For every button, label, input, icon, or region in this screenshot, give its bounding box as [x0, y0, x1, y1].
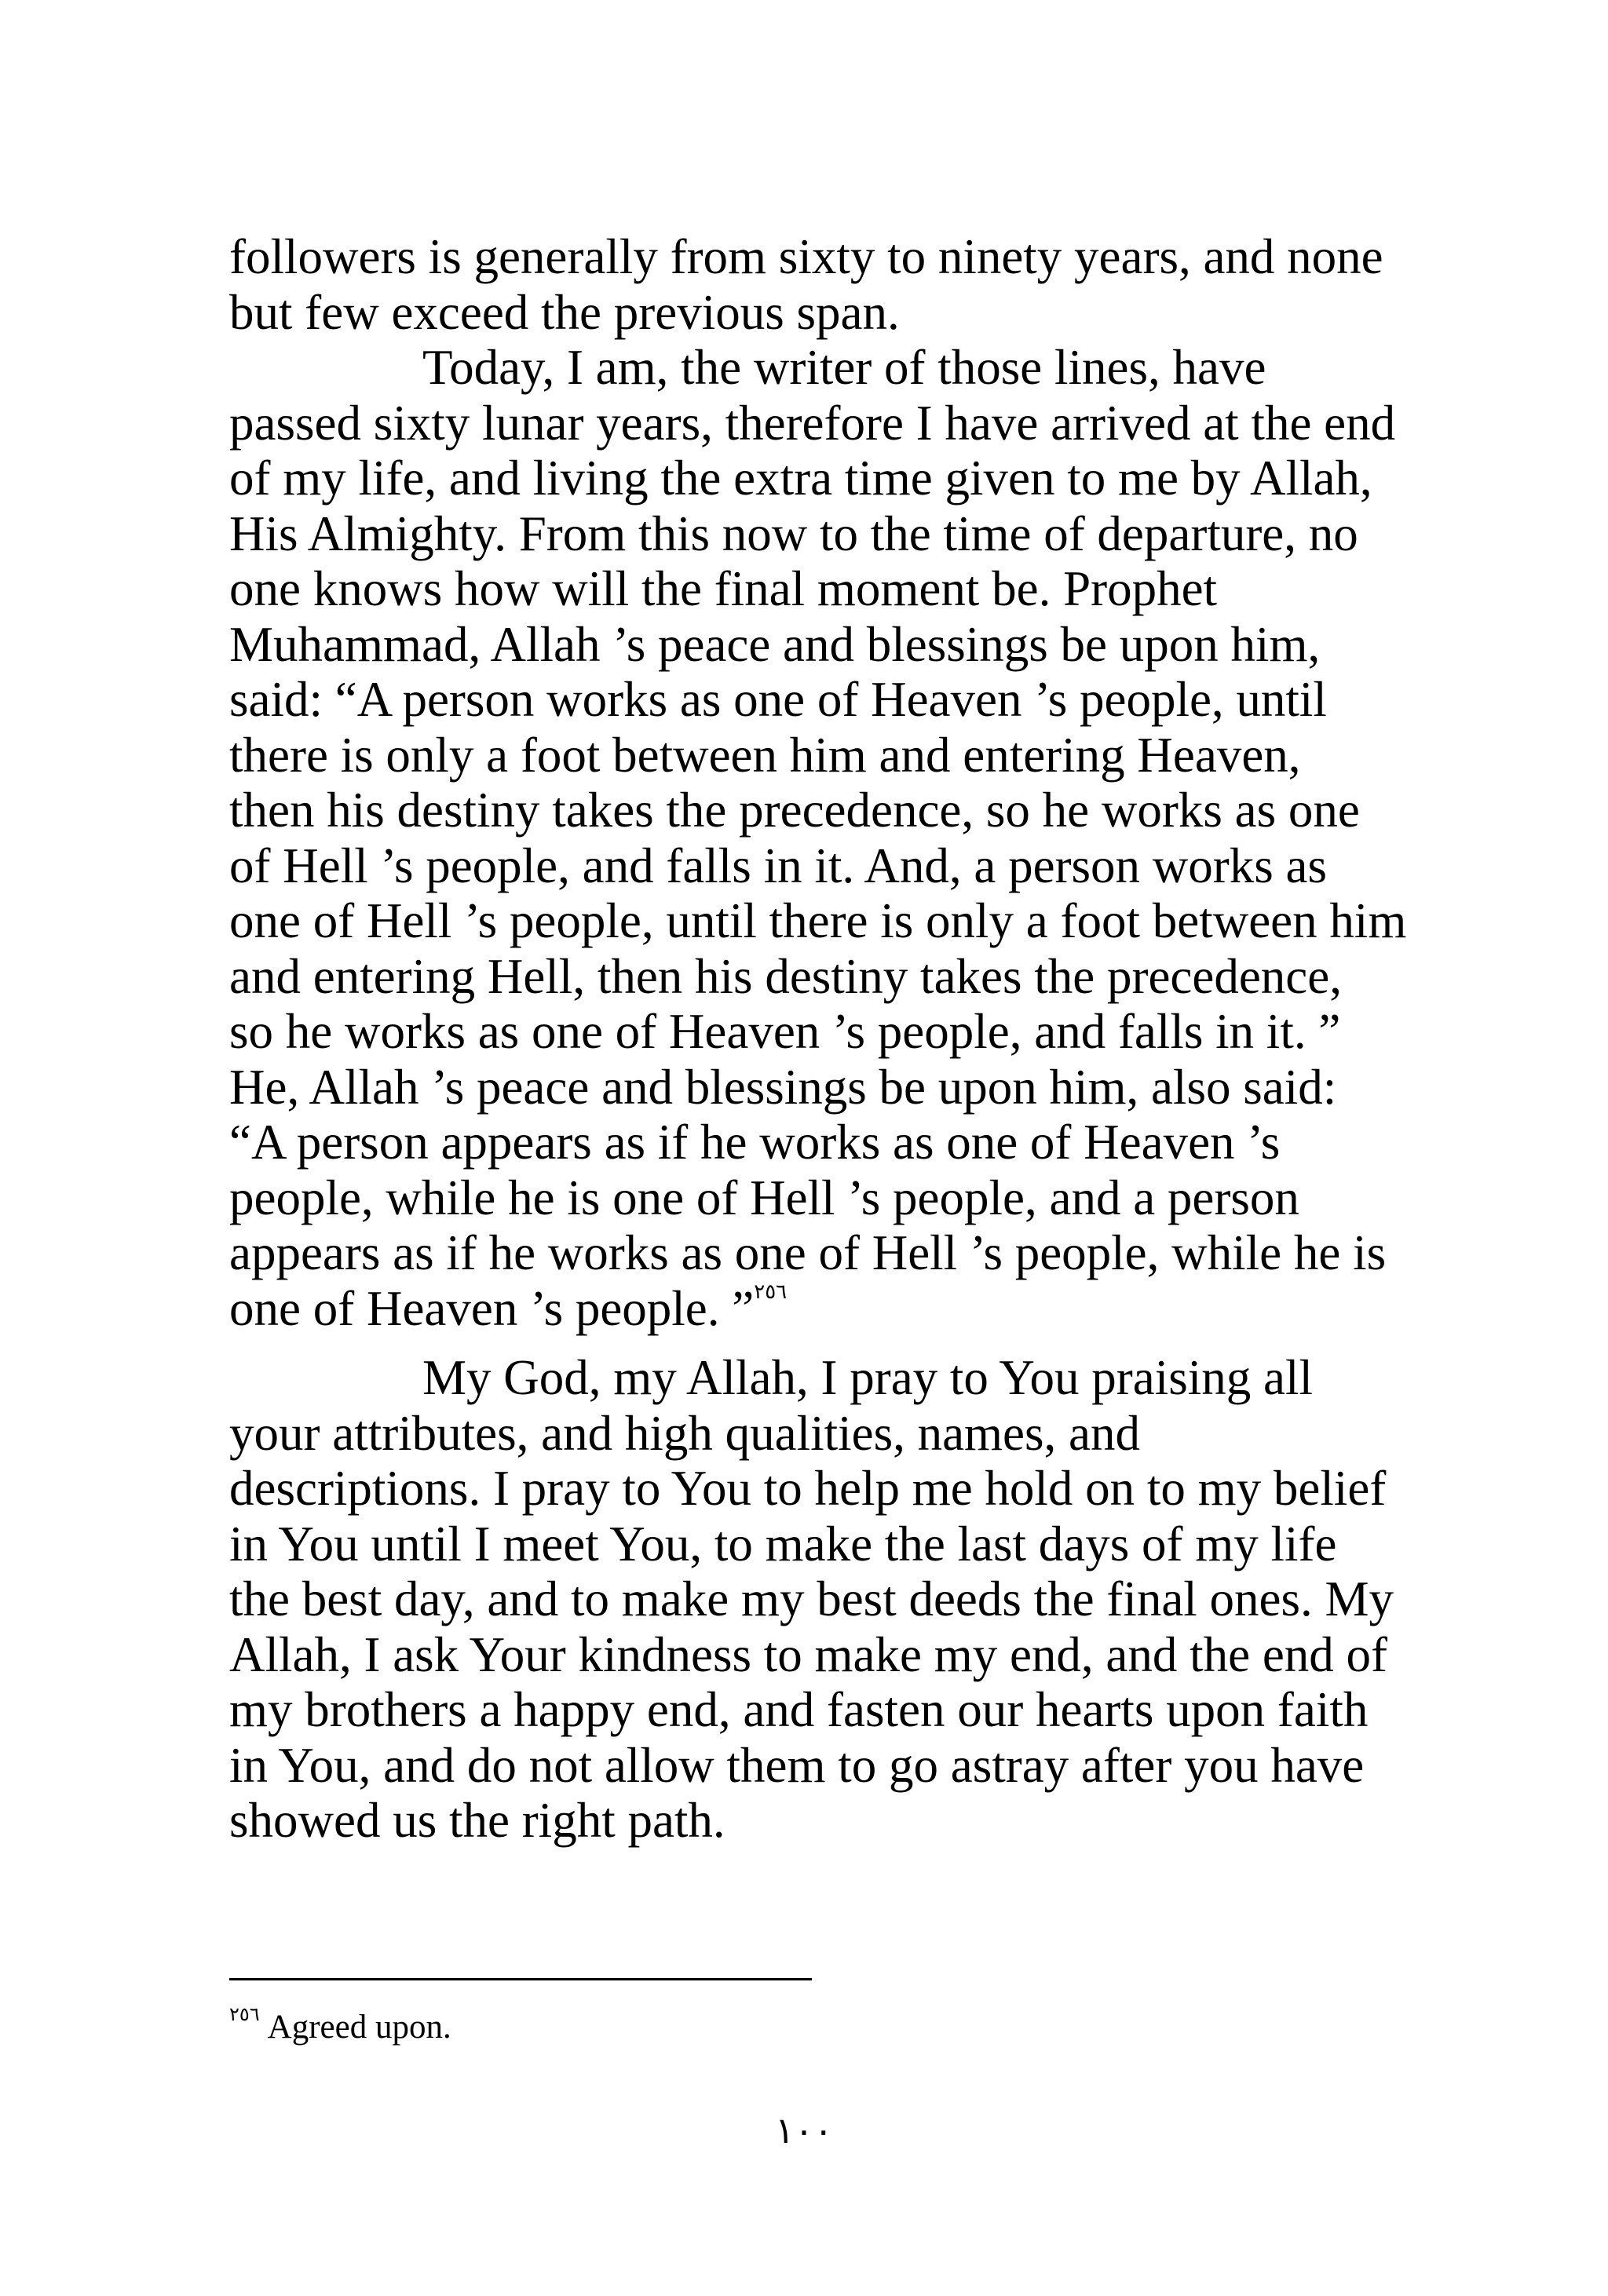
text-line-content: people, while he is one of Hell ’s people, and a person: [229, 1170, 1299, 1225]
text-line: [229, 672, 1391, 728]
text-line: [229, 838, 1391, 894]
text-line: [229, 506, 1391, 562]
text-line-content: Muhammad, Allah ’s peace and blessings be upon him,: [229, 616, 1321, 672]
text-line-content: then his destiny takes the precedence, so he works as one: [229, 783, 1360, 838]
text-line: [229, 395, 1396, 451]
text-line-content: “A person appears as if he works as one of Heaven ’s: [229, 1115, 1281, 1170]
text-line-content: My God, my Allah, I pray to You praising all: [422, 1350, 1313, 1405]
text-line: [229, 1793, 1391, 1849]
body-text: [229, 229, 1407, 1849]
text-line-content: there is only a foot between him and entering Heaven,: [229, 727, 1301, 783]
text-line: [229, 617, 1391, 673]
text-line: [229, 1004, 1391, 1060]
text-line-content: and entering Hell, then his destiny takes the precedence,: [229, 948, 1342, 1004]
text-line: [229, 1350, 1391, 1406]
paragraph-gap: [229, 1336, 1391, 1350]
footnote-text: Agreed upon.: [267, 2009, 451, 2046]
text-line-content: of my life, and living the extra time given to me by Allah,: [229, 451, 1372, 506]
text-line: [229, 285, 1391, 341]
text-line-content: my brothers a happy end, and fasten our hearts upon faith: [229, 1682, 1369, 1737]
text-line: [229, 1281, 1391, 1337]
text-line: [229, 561, 1391, 617]
footnote-reference[interactable]: ٢٥٦: [754, 1279, 788, 1303]
text-line-content: one of Hell ’s people, until there is only a foot between him: [229, 893, 1407, 948]
text-line: [229, 949, 1391, 1005]
text-line: [229, 229, 1391, 285]
text-line-content: said: “A person works as one of Heaven ’s people, until: [229, 672, 1327, 727]
text-line-content: passed sixty lunar years, therefore I have arrived at the end: [229, 395, 1396, 451]
footnote: [229, 2005, 451, 2047]
text-line-content: but few exceed the previous span.: [229, 284, 900, 340]
footnote-separator: [229, 1978, 812, 1980]
text-line: [229, 1627, 1391, 1683]
text-line: [229, 1517, 1391, 1572]
text-line: [229, 728, 1391, 783]
text-line: [229, 451, 1391, 506]
text-line-content: in You, and do not allow them to go astray after you have: [229, 1737, 1365, 1793]
text-line-content: your attributes, and high qualities, names, and: [229, 1405, 1140, 1461]
text-line: [229, 1738, 1391, 1794]
text-line: [229, 893, 1407, 949]
text-line: [229, 1115, 1391, 1170]
text-line: [229, 1682, 1391, 1738]
text-line: [229, 1406, 1391, 1462]
text-line: [229, 1461, 1391, 1517]
text-line: [229, 1060, 1391, 1115]
page-number: ١٠٠: [774, 2111, 834, 2151]
text-line-content: of Hell ’s people, and falls in it. And, a person works as: [229, 838, 1327, 893]
text-line-content: Today, I am, the writer of those lines, have: [422, 340, 1266, 395]
text-line-content: one of Heaven ’s people. ”: [229, 1280, 755, 1336]
text-line: [229, 783, 1391, 838]
text-line-content: showed us the right path.: [229, 1793, 725, 1848]
text-line-content: one knows how will the final moment be. Prophet: [229, 561, 1218, 616]
text-line-content: descriptions. I pray to You to help me hold on to my belief: [229, 1461, 1387, 1516]
text-line-content: so he works as one of Heaven ’s people, and falls in it. ”: [229, 1004, 1341, 1059]
text-line: [229, 340, 1391, 396]
footnote-marker: ٢٥٦: [229, 2005, 260, 2025]
text-line-content: His Almighty. From this now to the time of departure, no: [229, 506, 1358, 561]
text-line-content: the best day, and to make my best deeds the final ones. My: [229, 1571, 1394, 1626]
text-line-content: appears as if he works as one of Hell ’s people, while he is: [229, 1225, 1387, 1280]
text-line-content: followers is generally from sixty to ninety years, and none: [229, 229, 1383, 284]
text-line: [229, 1225, 1391, 1281]
text-line: [229, 1170, 1391, 1226]
text-line: [229, 1571, 1394, 1627]
text-line-content: He, Allah ’s peace and blessings be upon him, also said:: [229, 1059, 1337, 1115]
text-line-content: Allah, I ask Your kindness to make my end, and the end of: [229, 1626, 1388, 1682]
text-line-content: in You until I meet You, to make the last days of my life: [229, 1516, 1337, 1571]
